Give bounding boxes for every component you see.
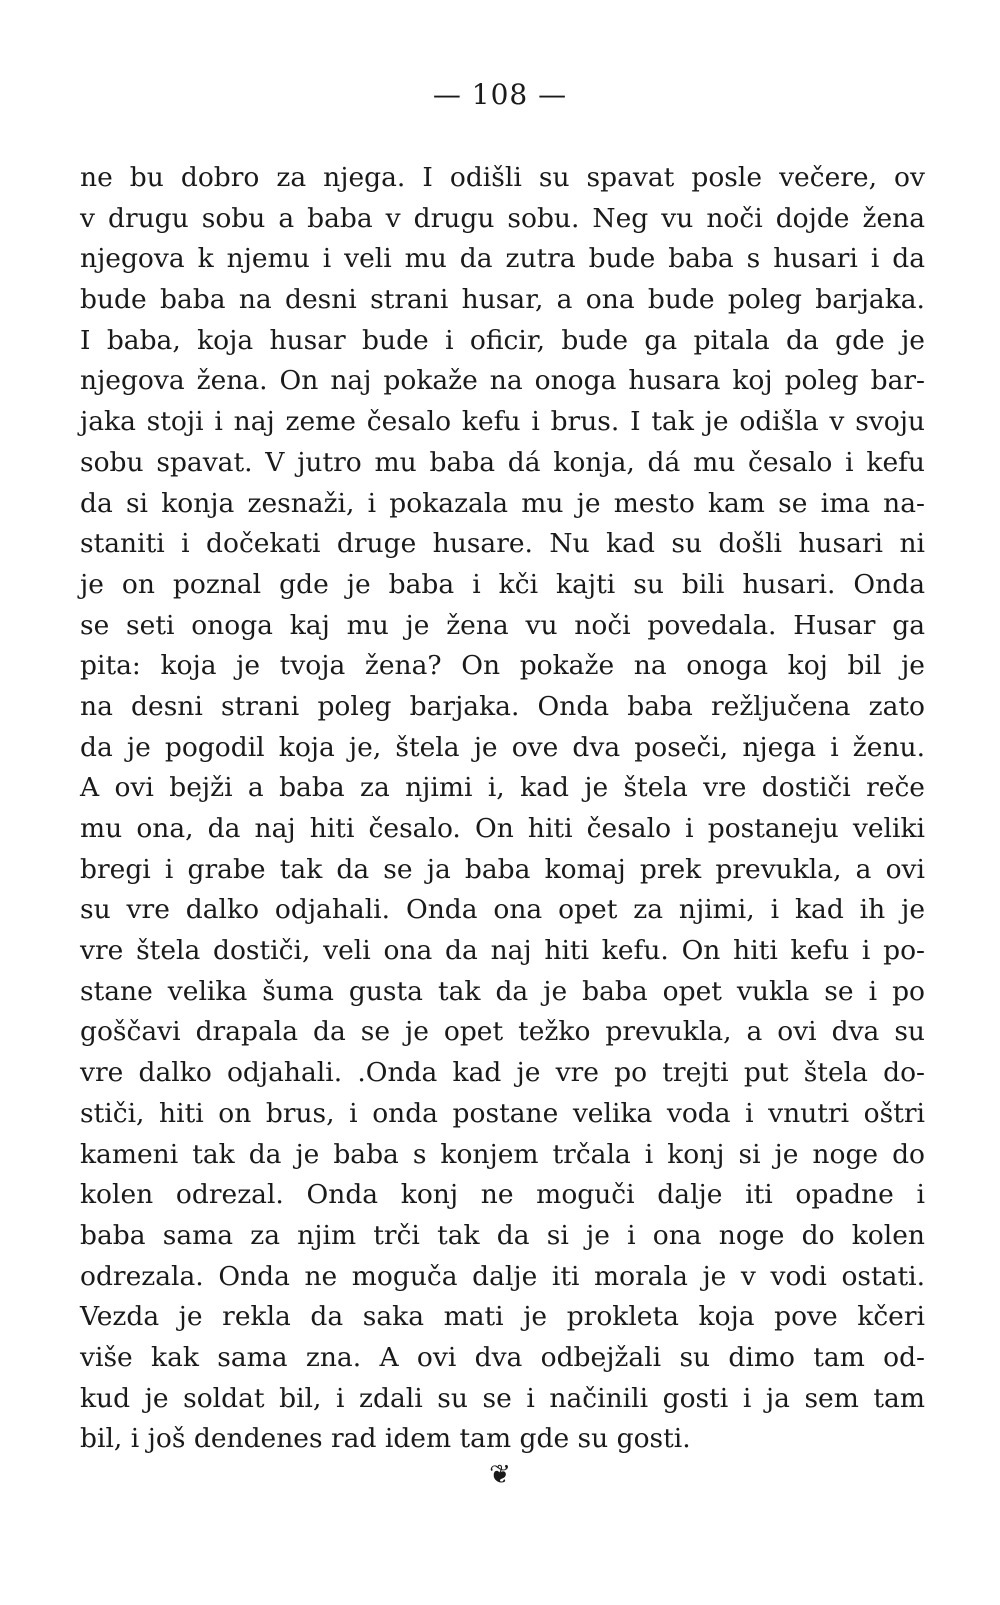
- text-line-last: bil, i još dendenes rad idem tam gde su gosti.: [80, 1423, 691, 1455]
- text-line: vre dalko odjahali. .Onda kad je vre po trejti put štela do-: [80, 1057, 925, 1089]
- text-line: bude baba na desni strani husar, a ona bude poleg barjaka.: [80, 284, 925, 316]
- text-line: mu ona, da naj hiti česalo. On hiti česalo i postaneju veliki: [80, 813, 925, 844]
- text-line: njegova žena. On naj pokaže na onoga husara koj poleg bar-: [80, 365, 925, 397]
- text-line: stane velika šuma gusta tak da je baba opet vukla se i po: [80, 975, 925, 1007]
- text-line: sobu spavat. V jutro mu baba dá konja, dá mu česalo i kefu: [80, 446, 925, 478]
- text-line: na desni strani poleg barjaka. Onda baba režljučena zato: [80, 690, 925, 722]
- text-line: da si konja zesnaži, i pokazala mu je mesto kam se ima na-: [80, 487, 925, 519]
- text-line: se seti onoga kaj mu je žena vu noči povedala. Husar ga: [80, 609, 925, 641]
- body-text: [80, 158, 925, 1460]
- text-line: jaka stoji i naj zeme česalo kefu i brus. I tak je odišla v svoju: [80, 406, 925, 438]
- text-line: je on poznal gde je baba i kči kajti su bili husari. Onda: [80, 568, 925, 600]
- text-line: kud je soldat bil, i zdali su se i načinili gosti i ja sem tam: [80, 1382, 925, 1414]
- text-line: I baba, koja husar bude i oficir, bude ga pitala da gde je: [80, 324, 925, 356]
- ornament-icon: ❦: [489, 1460, 511, 1490]
- text-line: više kak sama zna. A ovi dva odbejžali su dimo tam od-: [80, 1341, 925, 1373]
- text-line: ne bu dobro za njega. I odišli su spavat posle večere, ov: [80, 162, 925, 193]
- text-line: goščavi drapala da se je opet težko prevukla, a ovi dva su: [80, 1016, 925, 1048]
- text-line: stiči, hiti on brus, i onda postane velika voda i vnutri oštri: [80, 1097, 925, 1129]
- text-line: staniti i dočekati druge husare. Nu kad su došli husari ni: [80, 528, 925, 560]
- text-line: pita: koja je tvoja žena? On pokaže na onoga koj bil je: [80, 650, 925, 682]
- text-line: vre štela dostiči, veli ona da naj hiti kefu. On hiti kefu i po-: [80, 935, 925, 967]
- page-number: — 108 —: [432, 78, 568, 111]
- text-line: bregi i grabe tak da se ja baba komaj prek prevukla, a ovi: [80, 853, 925, 885]
- text-line: su vre dalko odjahali. Onda ona opet za njimi, i kad ih je: [80, 894, 925, 926]
- text-line: kolen odrezal. Onda konj ne moguči dalje iti opadne i: [80, 1179, 925, 1211]
- text-line: odrezala. Onda ne moguča dalje iti morala je v vodi ostati.: [80, 1260, 925, 1292]
- text-line: v drugu sobu a baba v drugu sobu. Neg vu noči dojde žena: [80, 202, 925, 234]
- text-line: baba sama za njim trči tak da si je i ona noge do kolen: [80, 1219, 925, 1251]
- text-line: njegova k njemu i veli mu da zutra bude baba s husari i da: [80, 243, 925, 275]
- text-line: Vezda je rekla da saka mati je prokleta koja pove kčeri: [80, 1301, 925, 1333]
- text-line: A ovi bejži a baba za njimi i, kad je štela vre dostiči reče: [80, 772, 925, 804]
- text-line: da je pogodil koja je, štela je ove dva poseči, njega i ženu.: [80, 731, 925, 763]
- text-line: kameni tak da je baba s konjem trčala i konj si je noge do: [80, 1138, 925, 1170]
